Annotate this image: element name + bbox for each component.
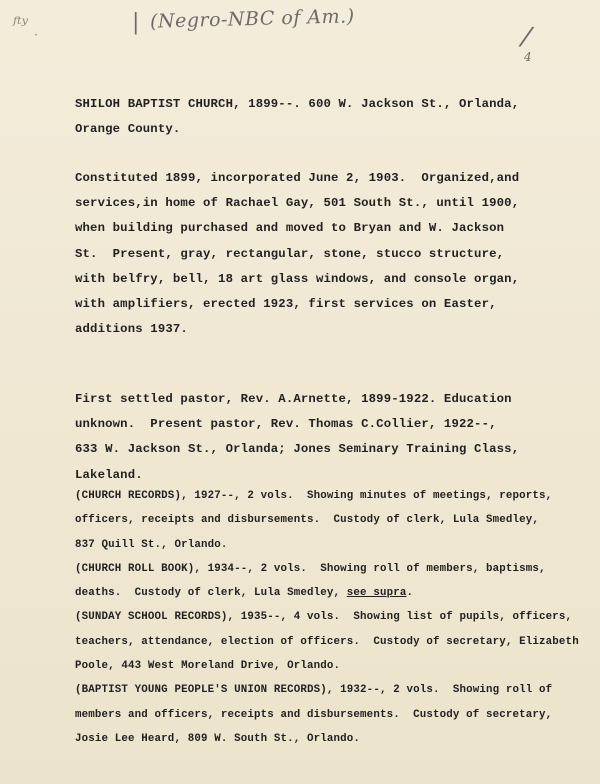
- pastors-line: 633 W. Jackson St., Orlanda; Jones Seminary Training Class,: [75, 442, 520, 457]
- record-line: (SUNDAY SCHOOL RECORDS), 1935--, 4 vols. Showing list of pupils, officers,: [75, 611, 573, 624]
- handwritten-dot-left: ·: [34, 28, 38, 42]
- record-text: deaths. Custody of clerk, Lula Smedley,: [75, 587, 347, 600]
- handwritten-top-note: (Negro-NBC of Am.): [149, 5, 355, 33]
- history-line: with amplifiers, erected 1923, first services on Easter,: [75, 297, 497, 312]
- handwritten-mark-right-small: 4: [524, 50, 532, 64]
- record-line: (CHURCH RECORDS), 1927--, 2 vols. Showing minutes of meetings, reports,: [75, 490, 553, 502]
- history-paragraph: [75, 166, 545, 342]
- pastors-line: Lakeland.: [75, 467, 143, 482]
- history-line: St. Present, gray, rectangular, stone, stucco structure,: [75, 246, 505, 261]
- record-sunday-school-records: [75, 605, 579, 678]
- handwritten-mark-left: ᶠᵗʸ: [13, 14, 29, 35]
- history-line: services,in home of Rachael Gay, 501 South St., until 1900,: [75, 196, 520, 211]
- records-list: [75, 484, 579, 751]
- heading-line-2: Orange County.: [75, 122, 181, 137]
- record-line: teachers, attendance, election of officers. Custody of secretary, Elizabeth: [75, 635, 579, 648]
- record-line: Josie Lee Heard, 809 W. South St., Orlando.: [75, 732, 361, 745]
- record-line: 837 Quill St., Orlando.: [75, 538, 228, 551]
- handwritten-mark-right: /: [519, 21, 533, 53]
- history-line: Constituted 1899, incorporated June 2, 1903. Organized,and: [75, 171, 520, 185]
- record-line: officers, receipts and disbursements. Custody of clerk, Lula Smedley,: [75, 514, 540, 527]
- record-line: members and officers, receipts and disbursements. Custody of secretary,: [75, 708, 553, 721]
- record-bypu-records: [75, 678, 553, 751]
- record-line: Poole, 443 West Moreland Drive, Orlando.: [75, 660, 341, 673]
- record-line: (CHURCH ROLL BOOK), 1934--, 2 vols. Showing roll of members, baptisms,: [75, 562, 546, 575]
- record-text: .: [406, 587, 414, 600]
- history-line: when building purchased and moved to Bryan and W. Jackson: [75, 221, 505, 236]
- pastors-line: unknown. Present pastor, Rev. Thomas C.Collier, 1922--,: [75, 417, 497, 432]
- pastors-paragraph: [75, 387, 545, 488]
- history-line: with belfry, bell, 18 art glass windows, and console organ,: [75, 271, 520, 286]
- history-line: additions 1937.: [75, 322, 188, 337]
- entry-heading: [75, 92, 545, 142]
- record-line: [75, 581, 545, 605]
- record-church-roll-book: [75, 557, 545, 606]
- see-supra-reference: see supra: [346, 587, 407, 600]
- pastors-line: First settled pastor, Rev. A.Arnette, 1899-1922. Education: [75, 392, 512, 406]
- heading-line-1: SHILOH BAPTIST CHURCH, 1899--. 600 W. Jackson St., Orlanda,: [75, 97, 520, 111]
- handwritten-vertical-bar: |: [132, 10, 140, 35]
- record-line: (BAPTIST YOUNG PEOPLE'S UNION RECORDS), 1932--, 2 vols. Showing roll of: [75, 684, 553, 697]
- record-church-records: [75, 484, 553, 557]
